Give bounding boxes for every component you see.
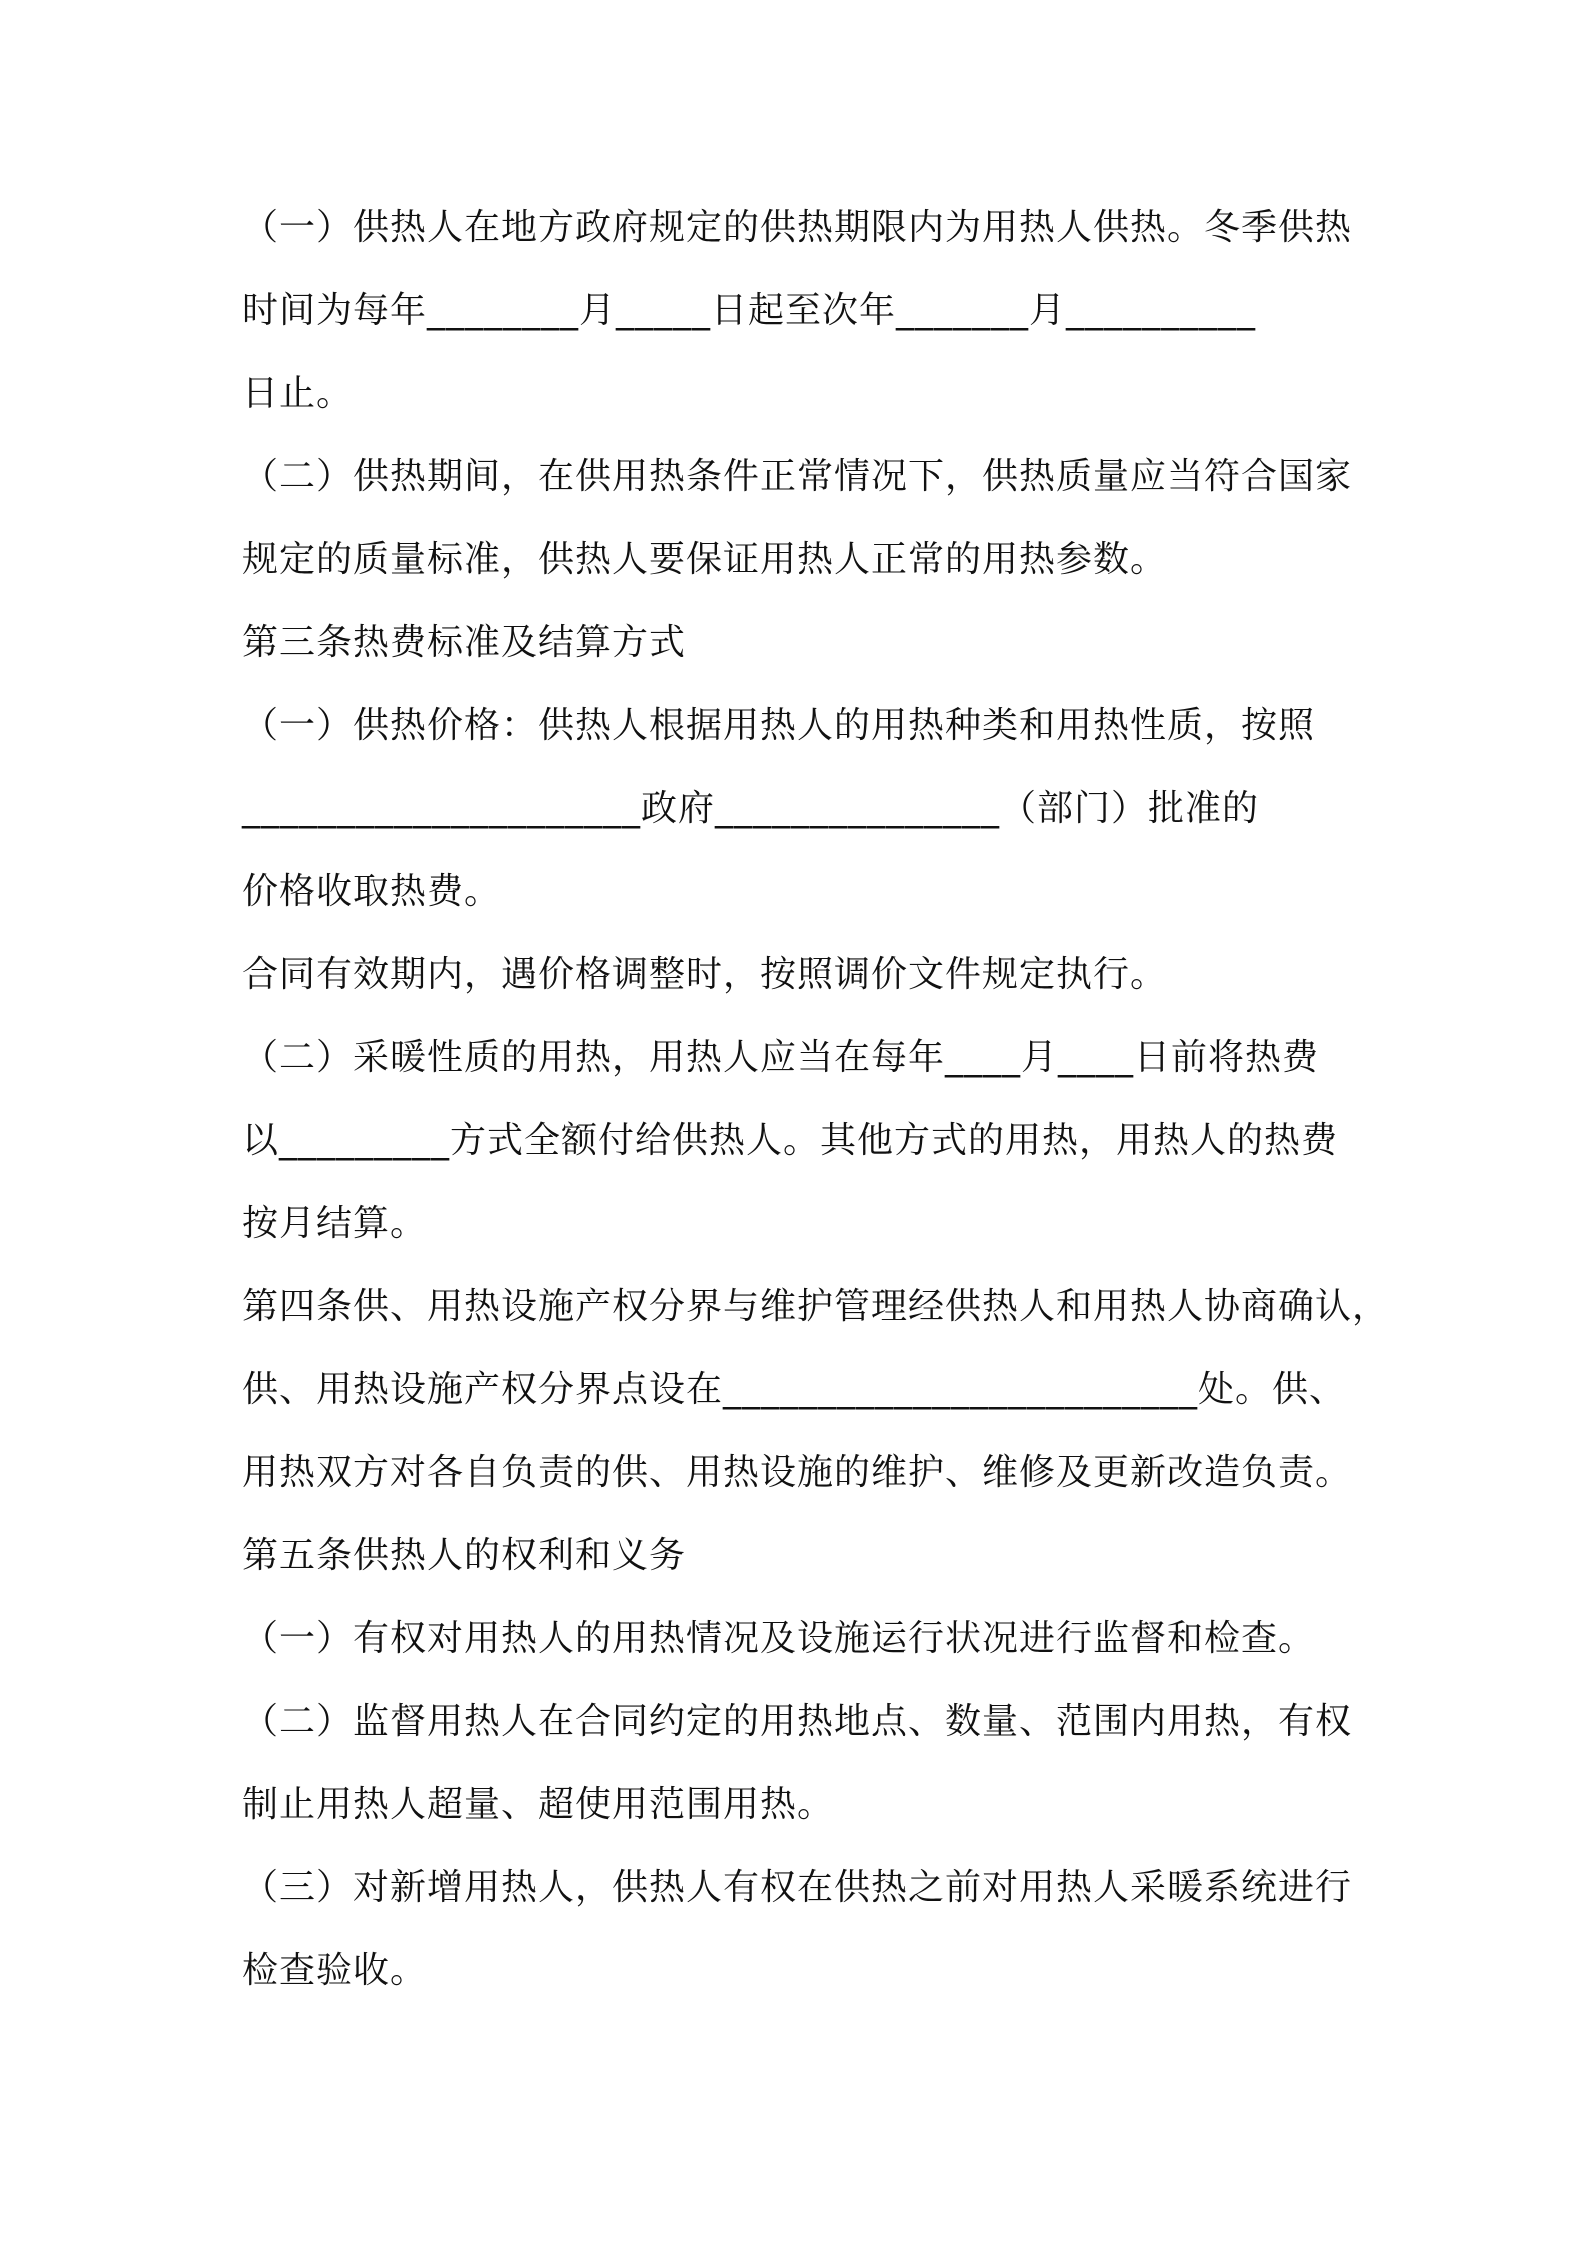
clause-2-item-1-line-2: 时间为每年________月_____日起至次年_______月__________ <box>242 290 1257 331</box>
clause-2-item-2-line-1: （二）供热期间，在供用热条件正常情况下，供热质量应当符合国家 <box>242 456 1353 497</box>
clause-4-line-2: 供、用热设施产权分界点设在_________________________处。供、 <box>242 1369 1347 1410</box>
clause-5-item-3-line-2: 检查验收。 <box>242 1950 428 1991</box>
clause-3-item-2-line-3: 按月结算。 <box>242 1203 428 1244</box>
clause-2-item-1-line-3: 日止。 <box>242 373 354 414</box>
clause-3-item-1-line-1: （一）供热价格：供热人根据用热人的用热种类和用热性质，按照 <box>242 705 1316 746</box>
clause-3-item-1-line-3: 价格收取热费。 <box>242 871 502 912</box>
clause-4-line-1: 第四条供、用热设施产权分界与维护管理经供热人和用热人协商确认， <box>242 1286 1390 1327</box>
clause-3-item-2-line-2: 以_________方式全额付给供热人。其他方式的用热，用热人的热费 <box>242 1120 1339 1161</box>
clause-3-heading: 第三条热费标准及结算方式 <box>242 622 687 663</box>
clause-3-item-2-line-1: （二）采暖性质的用热，用热人应当在每年____月____日前将热费 <box>242 1037 1320 1078</box>
clause-5-item-2-line-2: 制止用热人超量、超使用范围用热。 <box>242 1784 835 1825</box>
clause-2-item-2-line-2: 规定的质量标准，供热人要保证用热人正常的用热参数。 <box>242 539 1168 580</box>
clause-2-item-1-line-1: （一）供热人在地方政府规定的供热期限内为用热人供热。冬季供热 <box>242 207 1353 248</box>
clause-5-heading: 第五条供热人的权利和义务 <box>242 1535 687 1576</box>
clause-5-item-1: （一）有权对用热人的用热情况及设施运行状况进行监督和检查。 <box>242 1618 1316 1659</box>
clause-3-item-1-line-2: _____________________政府_______________（部门）批准的 <box>242 788 1260 829</box>
clause-5-item-3-line-1: （三）对新增用热人，供热人有权在供热之前对用热人采暖系统进行 <box>242 1867 1353 1908</box>
clause-5-item-2-line-1: （二）监督用热人在合同约定的用热地点、数量、范围内用热，有权 <box>242 1701 1353 1742</box>
clause-4-line-3: 用热双方对各自负责的供、用热设施的维护、维修及更新改造负责。 <box>242 1452 1353 1493</box>
clause-3-price-adjust: 合同有效期内，遇价格调整时，按照调价文件规定执行。 <box>242 954 1168 995</box>
